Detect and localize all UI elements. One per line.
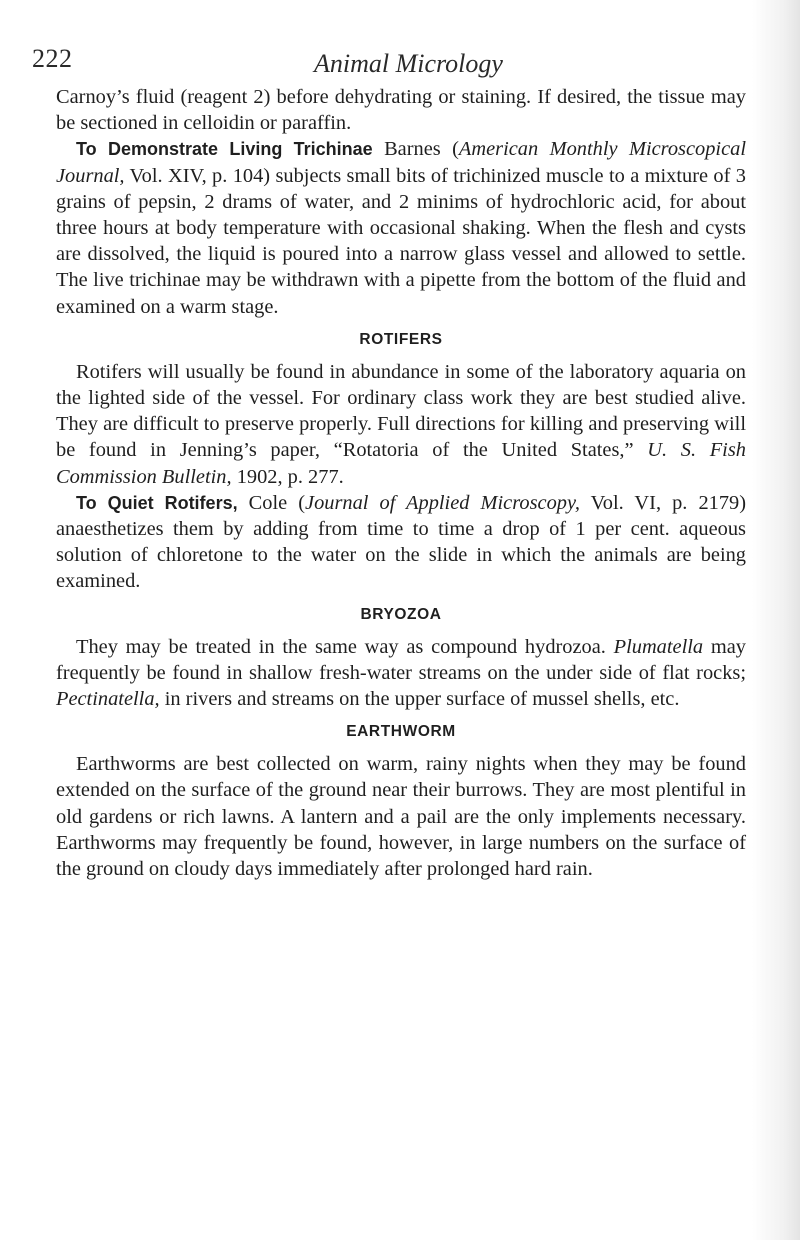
heading-rotifers: ROTIFERS (359, 330, 443, 348)
trichinae-lead: To Demonstrate Living Trichinae (76, 139, 373, 160)
paragraph-carnoy-text: Carnoy’s fluid (reagent 2) before dehydrating or staining. If desired, the tissue may be sectioned in celloidin or paraffin. (56, 86, 746, 135)
bryozoa-text-b: may frequently be found in shallow fresh-water streams on the under side of flat rocks; (56, 635, 746, 684)
quiet-rotifers-text-b: Vol. VI, p. 2179) anaesthetizes them by adding from time to time a drop of 1 per cent. aqueous solution of chloretone to the water on the slide in which the animals are being examined. (56, 491, 747, 593)
paragraph-earthworm (56, 751, 746, 882)
paragraph-rotifers (56, 359, 746, 490)
trichinae-text-1: Barnes ( (372, 138, 459, 161)
quiet-rotifers-text-a: Cole ( (237, 491, 306, 514)
rotifers-text-b: 1902, p. 277. (231, 465, 344, 488)
paragraph-quiet-rotifers (56, 490, 746, 595)
bryozoa-genus-plumatella: Plumatella (613, 635, 704, 658)
paragraph-bryozoa (56, 634, 746, 713)
trichinae-text-2: Vol. XIV, p. 104) subjects small bits of trichinized muscle to a mixture of 3 grains of pepsin, 2 drams of water, and 2 minims of hydrochloric acid, for about three hours at body temperature with occasional shaking. When the flesh and cysts are dissolved, the liquid is poured into a narrow glass vessel and allowed to settle. The live trichinae may be withdrawn with a pipette from the bottom of the fluid and examined on a warm stage. (56, 164, 746, 318)
body-text (56, 84, 746, 882)
trichinae-journal: American Monthly Microscopical Journal, (56, 138, 747, 187)
rotifers-text-a: Rotifers will usually be found in abundance in some of the laboratory aquaria on the lighted side of the vessel. For ordinary class work they are best studied alive. They are difficult to preserve properly. Full directions for killing and preserving will be found in Jenning’s paper, “Rotatoria of the United States,” (56, 360, 746, 462)
quiet-rotifers-lead: To Quiet Rotifers, (76, 492, 238, 513)
earthworm-text: Earthworms are best collected on warm, rainy nights when they may be found extended on the surface of the ground near their burrows. They are most plentiful in old gardens or rich lawns. A lantern and a pail are the only implements necessary. Earthworms may frequently be found, however, in large numbers on the surface of the ground on cloudy days immediately after prolonged hard rain. (56, 753, 746, 881)
bryozoa-genus-pectinatella: Pectinatella, (56, 688, 160, 711)
bryozoa-text-c: in rivers and streams on the upper surface of mussel shells, etc. (159, 688, 680, 711)
heading-bryozoa: BRYOZOA (360, 605, 442, 623)
running-title: Animal Micrology (314, 49, 503, 78)
page-header (32, 44, 732, 84)
rotifers-journal: U. S. Fish Commission Bulletin, (56, 439, 746, 488)
heading-earthworm: EARTHWORM (346, 723, 456, 741)
quiet-rotifers-journal: Journal of Applied Microscopy, (305, 491, 580, 514)
paragraph-trichinae (56, 136, 746, 319)
bryozoa-text-a: They may be treated in the same way as compound hydrozoa. (76, 635, 614, 658)
page-number: 222 (32, 44, 73, 73)
paragraph-carnoy (56, 84, 746, 136)
